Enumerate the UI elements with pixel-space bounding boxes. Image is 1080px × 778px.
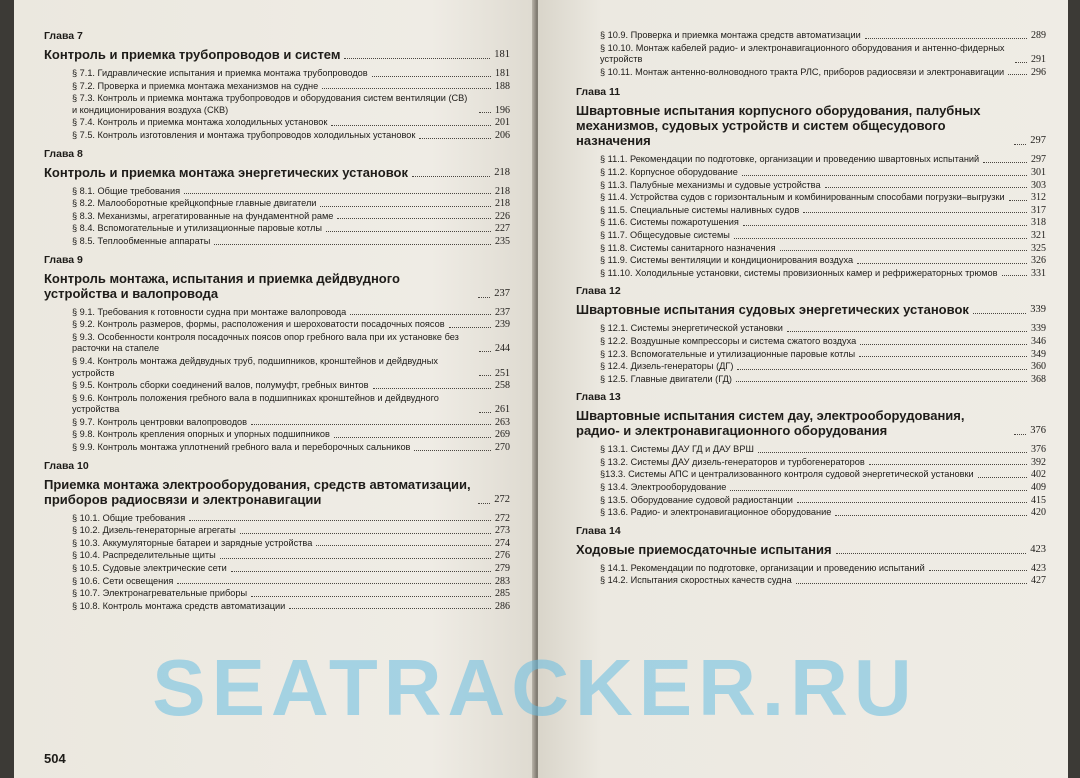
chapter-title <box>44 165 510 180</box>
toc-section <box>600 243 1046 255</box>
dot-leader <box>742 175 1027 176</box>
toc-section <box>72 81 510 93</box>
toc-section-page: 188 <box>495 80 510 92</box>
chapter-label: Глава 10 <box>44 459 89 472</box>
toc-section-page: 269 <box>495 429 510 441</box>
dot-leader <box>1014 144 1026 145</box>
dot-leader <box>857 263 1027 264</box>
toc-section <box>72 563 510 575</box>
chapter-label: Глава 14 <box>576 524 621 537</box>
toc-section <box>72 236 510 248</box>
toc-section-page: 258 <box>495 380 510 392</box>
chapter-title-page: 272 <box>494 493 510 505</box>
right-lead-sections <box>576 30 1046 78</box>
dot-leader <box>320 206 491 207</box>
toc-section-text: § 10.8. Контроль монтажа средств автоматизации <box>72 600 286 611</box>
dot-leader <box>983 162 1027 163</box>
toc-section-text: § 9.2. Контроль размеров, формы, расположения и шероховатости посадочных поясов <box>72 319 445 330</box>
chapter-title <box>576 408 1046 438</box>
dot-leader <box>334 437 491 438</box>
toc-section <box>600 444 1046 456</box>
toc-section-page: 423 <box>1031 562 1046 574</box>
right-toc <box>576 86 1046 587</box>
left-page <box>14 0 536 778</box>
toc-section-text: § 9.3. Особенности контроля посадочных поясов опор гребного вала при их установке без расточки на стапеле <box>72 331 459 354</box>
toc-section <box>72 601 510 613</box>
toc-section-page: 251 <box>495 367 510 379</box>
toc-section-page: 226 <box>495 210 510 222</box>
dot-leader <box>189 520 491 521</box>
toc-section-page: 283 <box>495 575 510 587</box>
dot-leader <box>449 327 491 328</box>
dot-leader <box>479 112 491 113</box>
toc-section-page: 321 <box>1031 229 1046 241</box>
toc-section-text: § 11.4. Устройства судов с горизонтальным и комбинированным способами погрузки–выгрузки <box>600 192 1005 203</box>
toc-section-text: § 8.2. Малооборотные крейцкопфные главные двигатели <box>72 198 317 209</box>
right-page <box>538 0 1068 778</box>
toc-section <box>600 205 1046 217</box>
toc-section-text: § 7.5. Контроль изготовления и монтажа трубопроводов холодильных установок <box>72 129 416 140</box>
toc-section-text: § 11.5. Специальные системы наливных судов <box>600 204 800 215</box>
page-number: 504 <box>44 751 66 766</box>
toc-section-page: 392 <box>1031 456 1046 468</box>
toc-chapter <box>44 254 510 454</box>
toc-section-page: 297 <box>1031 154 1046 166</box>
toc-section-page: 409 <box>1031 482 1046 494</box>
toc-section <box>600 374 1046 386</box>
chapter-title-text: Контроль и приемка монтажа энергетических установок <box>44 164 408 180</box>
toc-section <box>72 513 510 525</box>
toc-section <box>72 525 510 537</box>
toc-section-text: § 9.9. Контроль монтажа уплотнений гребного вала и переборочных сальников <box>72 442 411 453</box>
toc-section <box>72 332 510 355</box>
chapter-label: Глава 13 <box>576 391 621 404</box>
toc-section-text: §13.3. Системы АПС и централизованного контроля судовой энергетической установки <box>600 469 974 480</box>
chapter-title-text: Швартовные испытания систем дау, электрооборудования, радио- и электронавигационного оборудования <box>576 408 965 439</box>
chapter-title-page: 237 <box>494 287 510 299</box>
chapter-label: Глава 12 <box>576 285 621 298</box>
toc-section-text: § 10.4. Распределительные щиты <box>72 550 216 561</box>
toc-section <box>72 93 510 116</box>
toc-section-text: § 13.4. Электрооборудование <box>600 482 727 493</box>
toc-section <box>600 507 1046 519</box>
toc-section-text: § 8.1. Общие требования <box>72 185 181 196</box>
toc-section-page: 376 <box>1031 444 1046 456</box>
dot-leader <box>331 125 491 126</box>
dot-leader <box>344 58 490 59</box>
toc-section-text: § 11.10. Холодильные установки, системы провизионных камер и рефрижераторных трюмов <box>600 267 998 278</box>
dot-leader <box>859 356 1027 357</box>
toc-section <box>72 429 510 441</box>
toc-section <box>600 563 1046 575</box>
dot-leader <box>419 138 491 139</box>
toc-section <box>72 130 510 142</box>
toc-section-page: 286 <box>495 600 510 612</box>
dot-leader <box>836 553 1027 554</box>
toc-section-page: 263 <box>495 416 510 428</box>
chapter-title <box>44 477 510 507</box>
dot-leader <box>231 571 491 572</box>
dot-leader <box>316 545 491 546</box>
dot-leader <box>730 490 1027 491</box>
toc-section-text: § 14.2. Испытания скоростных качеств судна <box>600 575 792 586</box>
toc-section-text: § 11.6. Системы пожаротушения <box>600 217 739 228</box>
chapter-title-text: Швартовные испытания судовых энергетических установок <box>576 302 969 318</box>
toc-section <box>72 380 510 392</box>
toc-section-page: 325 <box>1031 242 1046 254</box>
chapter-title-page: 218 <box>494 166 510 178</box>
toc-section <box>600 457 1046 469</box>
toc-section <box>600 167 1046 179</box>
toc-section-text: § 13.1. Системы ДАУ ГД и ДАУ ВРШ <box>600 444 754 455</box>
toc-section-text: § 13.5. Оборудование судовой радиостанции <box>600 494 793 505</box>
dot-leader <box>1015 62 1027 63</box>
toc-section <box>72 417 510 429</box>
dot-leader <box>337 218 491 219</box>
dot-leader <box>214 244 491 245</box>
toc-section-text: § 8.5. Теплообменные аппараты <box>72 235 211 246</box>
toc-section <box>600 43 1046 66</box>
toc-section-page: 312 <box>1031 192 1046 204</box>
toc-section-text: § 9.5. Контроль сборки соединений валов, полумуфт, гребных винтов <box>72 380 369 391</box>
dot-leader <box>220 558 491 559</box>
dot-leader <box>177 583 491 584</box>
toc-section-page: 181 <box>495 68 510 79</box>
toc-section <box>600 482 1046 494</box>
toc-section <box>72 319 510 331</box>
toc-section-page: 289 <box>1031 30 1046 41</box>
toc-section-page: 346 <box>1031 335 1046 347</box>
dot-leader <box>865 38 1027 39</box>
toc-section-text: § 7.2. Проверка и приемка монтажа механизмов на судне <box>72 80 319 91</box>
toc-section-text: § 12.5. Главные двигатели (ГД) <box>600 373 732 384</box>
dot-leader <box>372 76 491 77</box>
dot-leader <box>787 331 1027 332</box>
dot-leader <box>322 88 491 89</box>
toc-section-page: 218 <box>495 198 510 210</box>
toc-section-page: 360 <box>1031 361 1046 373</box>
toc-section-text: § 12.1. Системы энергетической установки <box>600 323 783 334</box>
dot-leader <box>929 570 1027 571</box>
toc-section-page: 261 <box>495 404 510 416</box>
chapter-title-page: 181 <box>494 49 510 60</box>
dot-leader <box>736 381 1027 382</box>
toc-section-text: § 10.6. Сети освещения <box>72 575 174 586</box>
dot-leader <box>479 375 491 376</box>
toc-chapter <box>576 525 1046 587</box>
toc-section <box>600 255 1046 267</box>
toc-section-page: 420 <box>1031 507 1046 519</box>
toc-section-page: 270 <box>495 442 510 454</box>
dot-leader <box>973 313 1026 314</box>
toc-section-page: 368 <box>1031 373 1046 385</box>
toc-section-text: § 9.7. Контроль центровки валопроводов <box>72 416 248 427</box>
toc-section-text: § 9.8. Контроль крепления опорных и упорных подшипников <box>72 429 330 440</box>
toc-chapter <box>576 285 1046 385</box>
dot-leader <box>737 369 1027 370</box>
chapter-title-text: Контроль и приемка трубопроводов и систем <box>44 47 341 62</box>
dot-leader <box>478 503 490 504</box>
toc-section-page: 227 <box>495 223 510 235</box>
toc-section-text: § 11.8. Системы санитарного назначения <box>600 242 776 253</box>
toc-section <box>600 180 1046 192</box>
dot-leader <box>869 464 1027 465</box>
chapter-title-page: 376 <box>1030 425 1046 437</box>
toc-section-page: 196 <box>495 104 510 116</box>
dot-leader <box>860 344 1027 345</box>
toc-section <box>72 588 510 600</box>
toc-section-page: 272 <box>495 512 510 524</box>
toc-section-page: 239 <box>495 319 510 331</box>
toc-section <box>600 230 1046 242</box>
toc-section-page: 415 <box>1031 494 1046 506</box>
dot-leader <box>1002 275 1027 276</box>
dot-leader <box>350 314 491 315</box>
chapter-title-page: 423 <box>1030 543 1046 555</box>
toc-section <box>600 336 1046 348</box>
toc-section-text: § 11.3. Палубные механизмы и судовые устройства <box>600 179 821 190</box>
chapter-title <box>44 271 510 301</box>
chapter-title-page: 297 <box>1030 135 1046 147</box>
toc-section-text: § 12.4. Дизель-генераторы (ДГ) <box>600 361 734 372</box>
dot-leader <box>373 388 491 389</box>
chapter-title <box>576 542 1046 557</box>
dot-leader <box>251 424 491 425</box>
toc-section-page: 331 <box>1031 267 1046 279</box>
toc-chapter <box>576 391 1046 519</box>
toc-section-page: 318 <box>1031 217 1046 229</box>
dot-leader <box>1009 200 1027 201</box>
toc-section-page: 201 <box>495 117 510 129</box>
toc-section <box>72 117 510 129</box>
toc-section-text: § 10.9. Проверка и приемка монтажа средств автоматизации <box>600 30 861 40</box>
left-toc <box>44 30 510 612</box>
chapter-title-text: Швартовные испытания корпусного оборудования, палубных механизмов, судовых устройств и систем общесудового назначения <box>576 103 981 149</box>
chapter-title-page: 339 <box>1030 304 1046 316</box>
toc-section-page: 349 <box>1031 348 1046 360</box>
dot-leader <box>326 231 491 232</box>
toc-section <box>600 192 1046 204</box>
toc-section-text: § 9.6. Контроль положения гребного вала в подшипниках кронштейнов и дейдвудного устройства <box>72 392 439 415</box>
toc-section <box>72 550 510 562</box>
toc-section-page: 244 <box>495 343 510 355</box>
toc-section-text: § 14.1. Рекомендации по подготовке, организации и проведению испытаний <box>600 562 925 573</box>
toc-section-page: 317 <box>1031 204 1046 216</box>
dot-leader <box>825 187 1027 188</box>
toc-section-page: 285 <box>495 588 510 600</box>
dot-leader <box>1014 434 1026 435</box>
dot-leader <box>479 351 491 352</box>
toc-section-text: § 10.10. Монтаж кабелей радио- и электронавигационного оборудования и антенно-фидерных устройств <box>600 42 1005 65</box>
toc-section-page: 273 <box>495 525 510 537</box>
chapter-label: Глава 8 <box>44 147 83 160</box>
dot-leader <box>796 583 1027 584</box>
toc-section-text: § 10.7. Электронагревательные приборы <box>72 588 248 599</box>
dot-leader <box>978 477 1027 478</box>
chapter-title-text: Приемка монтажа электрооборудования, средств автоматизации, приборов радиосвязи и электронавигации <box>44 476 471 507</box>
toc-section-page: 279 <box>495 563 510 575</box>
chapter-title <box>576 103 1046 148</box>
toc-section-page: 427 <box>1031 575 1046 587</box>
toc-section-text: § 10.2. Дизель-генераторные агрегаты <box>72 525 236 536</box>
toc-section-text: § 9.1. Требования к готовности судна при монтаже валопровода <box>72 306 347 317</box>
toc-section-text: § 11.9. Системы вентиляции и кондиционирования воздуха <box>600 255 854 266</box>
toc-section-page: 301 <box>1031 166 1046 178</box>
chapter-title-text: Контроль монтажа, испытания и приемка дейдвудного устройства и валопровода <box>44 270 400 301</box>
toc-section-page: 326 <box>1031 255 1046 267</box>
toc-chapter <box>576 86 1046 279</box>
toc-section-text: § 7.1. Гидравлические испытания и приемка монтажа трубопроводов <box>72 68 368 78</box>
dot-leader <box>758 452 1027 453</box>
toc-section-text: § 7.4. Контроль и приемка монтажа холодильных установок <box>72 117 328 128</box>
chapter-title <box>44 47 510 62</box>
toc-section-text: § 12.3. Вспомогательные и утилизационные паровые котлы <box>600 348 856 359</box>
toc-section-text: § 8.4. Вспомогательные и утилизационные паровые котлы <box>72 223 323 234</box>
toc-section-text: § 13.2. Системы ДАУ дизель-генераторов и турбогенераторов <box>600 456 865 467</box>
dot-leader <box>478 297 490 298</box>
toc-section-text: § 10.5. Судовые электрические сети <box>72 563 227 574</box>
chapter-label: Глава 9 <box>44 253 83 266</box>
toc-section-text: § 8.3. Механизмы, агрегатированные на фундаментной раме <box>72 210 334 221</box>
toc-section <box>72 223 510 235</box>
toc-section <box>72 576 510 588</box>
toc-section <box>600 268 1046 280</box>
toc-section-text: § 10.3. Аккумуляторные батареи и зарядные устройства <box>72 537 313 548</box>
toc-section-page: 237 <box>495 306 510 318</box>
toc-section <box>600 154 1046 166</box>
toc-chapter <box>44 148 510 248</box>
toc-section-page: 402 <box>1031 469 1046 481</box>
dot-leader <box>412 176 490 177</box>
toc-section <box>600 469 1046 481</box>
toc-section <box>72 68 510 80</box>
dot-leader <box>184 193 491 194</box>
toc-section-text: § 9.4. Контроль монтажа дейдвудных труб, подшипников, кронштейнов и дейдвудных устройств <box>72 355 438 378</box>
toc-section-text: § 11.7. Общесудовые системы <box>600 229 730 240</box>
toc-section-page: 339 <box>1031 323 1046 335</box>
toc-section-text: § 13.6. Радио- и электронавигационное оборудование <box>600 507 832 518</box>
toc-section <box>72 307 510 319</box>
dot-leader <box>797 502 1027 503</box>
toc-section-page: 274 <box>495 537 510 549</box>
dot-leader <box>780 250 1027 251</box>
toc-section <box>600 67 1046 79</box>
toc-section <box>600 30 1046 42</box>
dot-leader <box>835 515 1027 516</box>
toc-section-page: 235 <box>495 235 510 247</box>
toc-section-text: § 10.11. Монтаж антенно-волноводного тракта РЛС, приборов радиосвязи и электронавигации <box>600 66 1005 77</box>
dot-leader <box>251 596 491 597</box>
toc-section-text: § 10.1. Общие требования <box>72 512 186 523</box>
dot-leader <box>734 238 1027 239</box>
dot-leader <box>1008 74 1027 75</box>
toc-section-page: 303 <box>1031 179 1046 191</box>
toc-section-text: § 12.2. Воздушные компрессоры и система сжатого воздуха <box>600 335 857 346</box>
chapter-label: Глава 11 <box>576 86 621 99</box>
toc-section-page: 218 <box>495 185 510 197</box>
toc-section-text: § 11.1. Рекомендации по подготовке, организации и проведению швартовных испытаний <box>600 154 980 165</box>
chapter-title <box>576 302 1046 317</box>
toc-section <box>600 495 1046 507</box>
dot-leader <box>414 450 491 451</box>
toc-section-text: § 7.3. Контроль и приемка монтажа трубопроводов и оборудования систем вентиляции (СВ) и кондиционирования воздуха (СКВ) <box>72 93 468 115</box>
toc-section <box>72 538 510 550</box>
toc-section-page: 291 <box>1031 54 1046 66</box>
toc-section <box>600 361 1046 373</box>
toc-section-page: 276 <box>495 550 510 562</box>
toc-section <box>72 393 510 416</box>
toc-section <box>72 186 510 198</box>
toc-section <box>600 323 1046 335</box>
chapter-title-text: Ходовые приемосдаточные испытания <box>576 541 832 557</box>
toc-section <box>72 356 510 379</box>
toc-section <box>600 349 1046 361</box>
toc-section-text: § 11.2. Корпусное оборудование <box>600 166 738 177</box>
dot-leader <box>289 608 491 609</box>
toc-section <box>600 575 1046 587</box>
toc-chapter <box>44 460 510 613</box>
toc-section <box>72 198 510 210</box>
dot-leader <box>743 225 1027 226</box>
dot-leader <box>479 412 491 413</box>
toc-section-page: 296 <box>1031 66 1046 78</box>
toc-chapter <box>44 30 510 142</box>
dot-leader <box>240 533 491 534</box>
toc-section <box>72 211 510 223</box>
dot-leader <box>803 212 1027 213</box>
toc-section <box>72 442 510 454</box>
toc-section-page: 206 <box>495 129 510 141</box>
toc-section <box>600 217 1046 229</box>
watermark-logo: SEATRACKER.RU <box>152 643 918 732</box>
chapter-label: Глава 7 <box>44 30 83 42</box>
